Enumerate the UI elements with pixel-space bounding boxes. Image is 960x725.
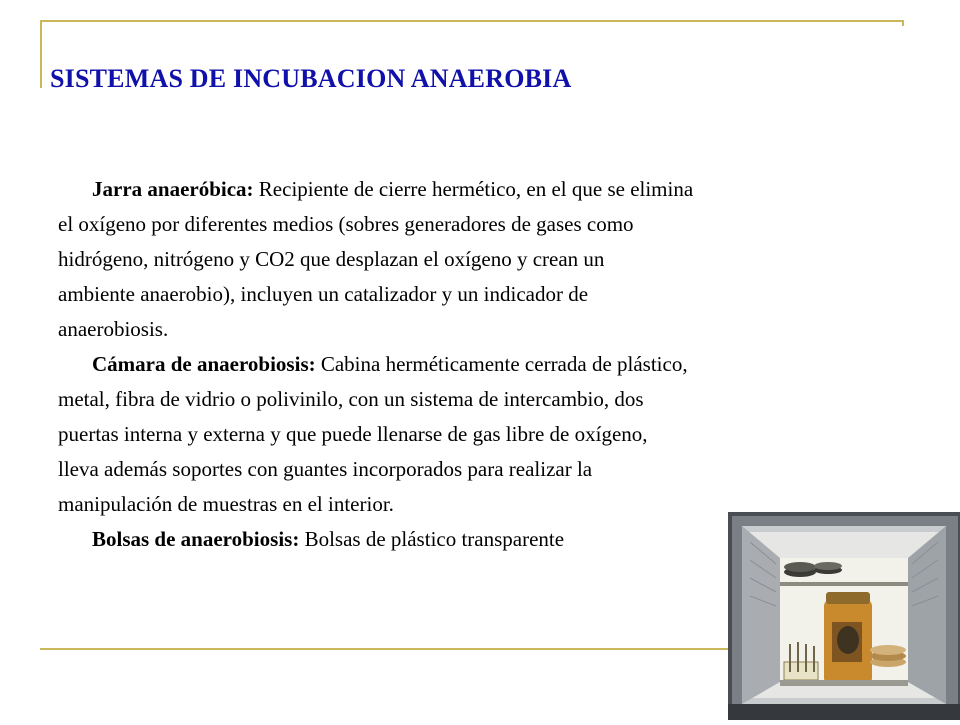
text-line: metal, fibra de vidrio o polivinilo, con un sistema de intercambio, dos: [58, 387, 644, 411]
paragraph-jarra-anaerobica: [58, 177, 858, 201]
anaerobic-chamber-photo: [728, 512, 960, 720]
text-line: ambiente anaerobio), incluyen un catalizador y un indicador de: [58, 282, 589, 306]
text-line: puertas interna y externa y que puede llenarse de gas libre de oxígeno,: [58, 422, 648, 446]
slide-title: SISTEMAS DE INCUBACION ANAEROBIA: [50, 64, 572, 93]
term-bolsas-anaerobiosis: Bolsas de anaerobiosis:: [92, 527, 300, 551]
frame-top-line: [40, 20, 904, 22]
text-line: anaerobiosis.: [58, 317, 169, 341]
paragraph-camara-anaerobiosis: [58, 352, 858, 376]
frame-right-line: [902, 20, 904, 26]
text-line: hidrógeno, nitrógeno y CO2 que desplazan el oxígeno y crean un: [58, 247, 605, 271]
term-jarra-anaerobica: Jarra anaeróbica:: [92, 177, 254, 201]
lead-text: Bolsas de plástico transparente: [299, 527, 565, 551]
text-line: lleva además soportes con guantes incorporados para realizar la: [58, 457, 593, 481]
lead-text: Cabina herméticamente cerrada de plástico,: [315, 352, 688, 376]
slide-body: [58, 172, 858, 557]
text-line: manipulación de muestras en el interior.: [58, 492, 394, 516]
text-line: el oxígeno por diferentes medios (sobres generadores de gases como: [58, 212, 634, 236]
term-camara-anaerobiosis: Cámara de anaerobiosis:: [92, 352, 316, 376]
frame-left-line: [40, 20, 42, 88]
lead-text: Recipiente de cierre hermético, en el que se elimina: [253, 177, 694, 201]
